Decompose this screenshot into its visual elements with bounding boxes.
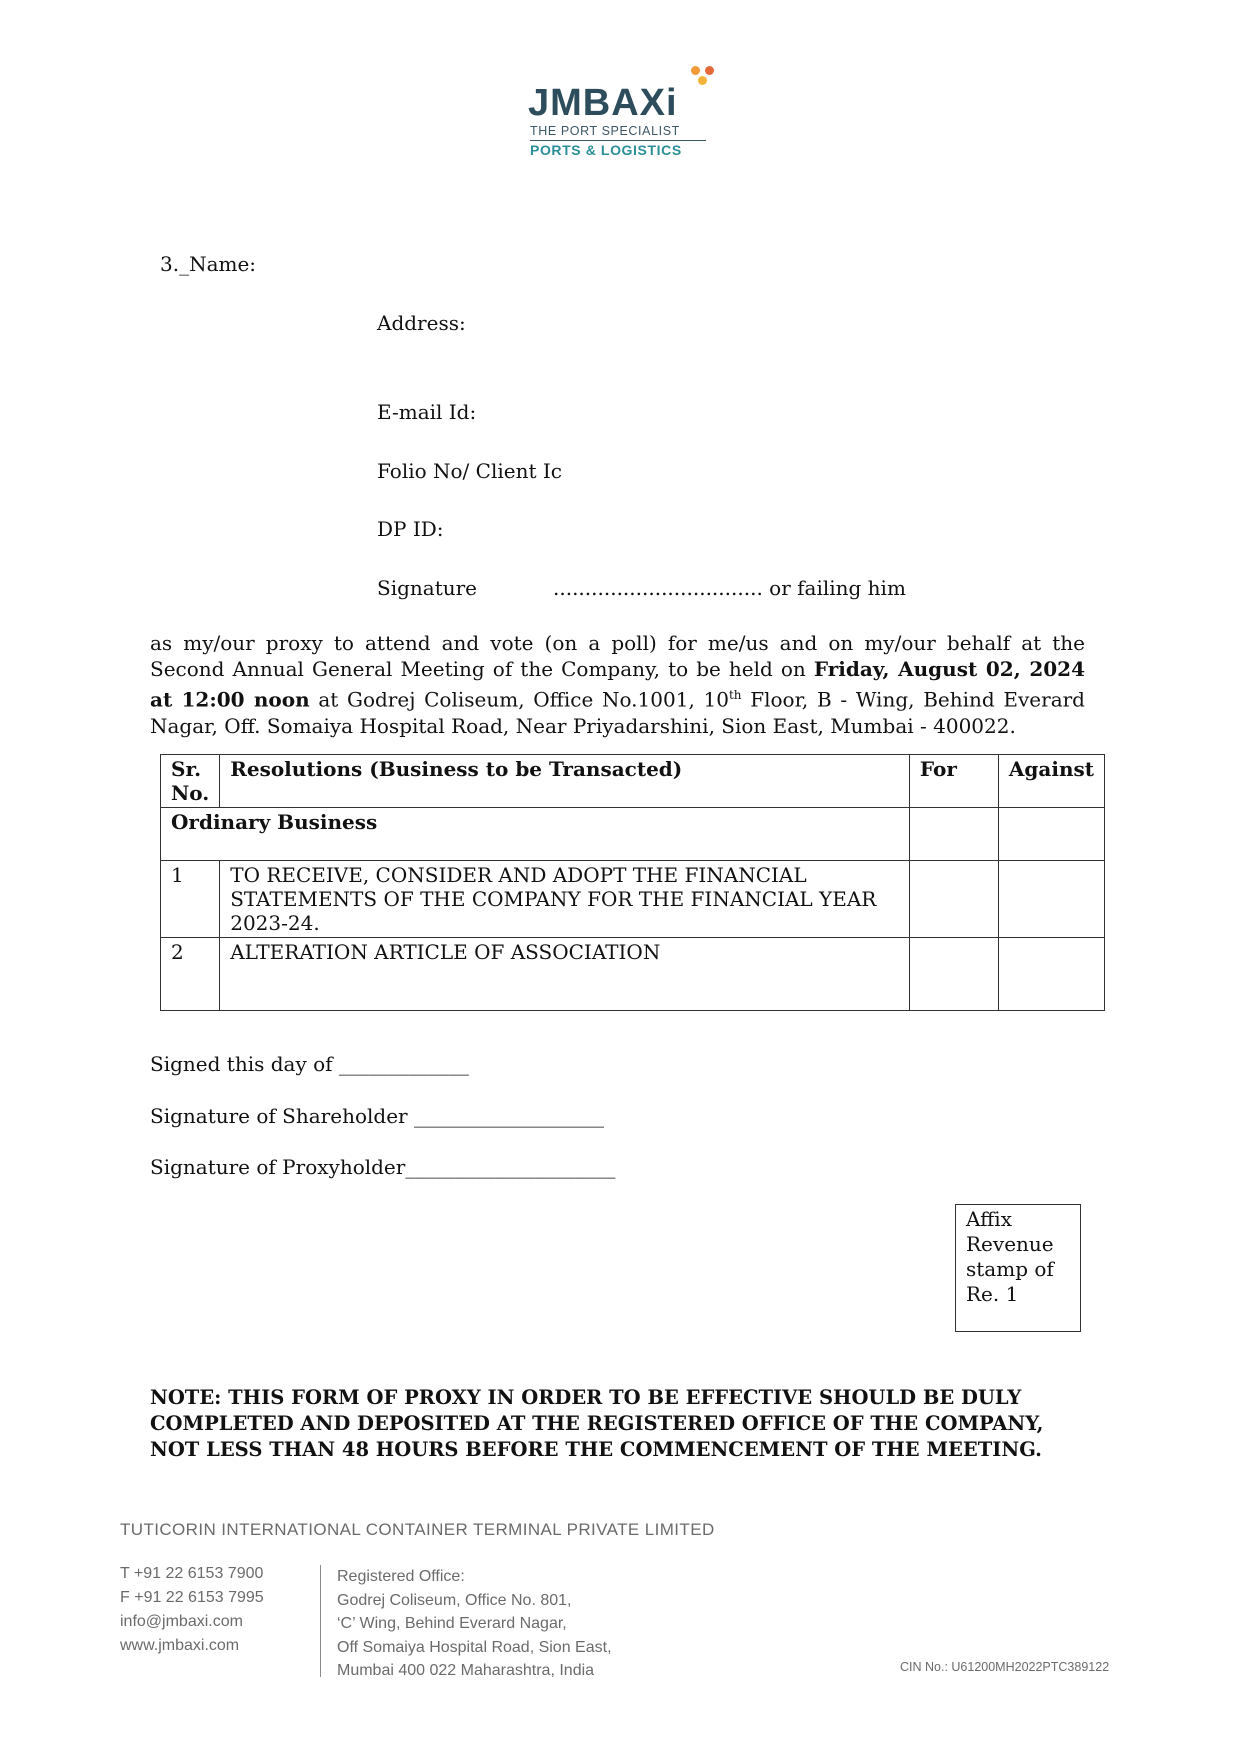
item-name-label: 3._Name: xyxy=(160,252,257,276)
shareholder-signature-line: Signature of Shareholder ___________________ xyxy=(150,1104,604,1128)
header-sr-no: Sr. No. xyxy=(161,755,220,808)
office-line: Mumbai 400 022 Maharashtra, India xyxy=(337,1662,595,1679)
failing-him-text: ................................. or failing him xyxy=(553,576,906,600)
footer-website: www.jmbaxi.com xyxy=(120,1637,240,1654)
paragraph-superscript: th xyxy=(728,688,742,702)
logo-division: PORTS & LOGISTICS xyxy=(530,142,682,158)
email-label: E-mail Id: xyxy=(377,400,477,424)
office-line: ‘C’ Wing, Behind Everard Nagar, xyxy=(337,1615,567,1632)
row-resolution: ALTERATION ARTICLE OF ASSOCIATION xyxy=(220,938,910,1011)
footer-email: info@jmbaxi.com xyxy=(120,1613,243,1630)
row-for-cell xyxy=(909,938,998,1011)
logo-wordmark: JMBAXi xyxy=(528,82,678,124)
header-resolution: Resolutions (Business to be Transacted) xyxy=(220,755,910,808)
footer-company-name: TUTICORIN INTERNATIONAL CONTAINER TERMINAL PRIVATE LIMITED xyxy=(120,1520,715,1539)
proxyholder-signature-line: Signature of Proxyholder_____________________ xyxy=(150,1155,616,1179)
row-for-cell xyxy=(909,861,998,938)
table-row xyxy=(161,861,1105,938)
section-ordinary-business: Ordinary Business xyxy=(161,808,910,861)
table-section-row xyxy=(161,808,1105,861)
logo-dot-red xyxy=(705,66,714,75)
row-sr: 1 xyxy=(161,861,220,938)
proxy-paragraph xyxy=(150,630,1085,739)
address-label: Address: xyxy=(377,311,466,335)
company-logo xyxy=(528,60,718,160)
folio-label: Folio No/ Client Ic xyxy=(377,459,562,483)
table-header-row xyxy=(161,755,1105,808)
section-against-cell xyxy=(998,808,1104,861)
logo-divider xyxy=(530,140,706,141)
row-sr: 2 xyxy=(161,938,220,1011)
logo-dot-orange xyxy=(691,66,700,75)
logo-dot-yellow xyxy=(698,76,707,85)
footer-fax: F +91 22 6153 7995 xyxy=(120,1589,264,1606)
dpid-label: DP ID: xyxy=(377,517,444,541)
resolutions-table xyxy=(160,754,1105,1011)
footer-cin: CIN No.: U61200MH2022PTC389122 xyxy=(900,1660,1110,1674)
header-for: For xyxy=(909,755,998,808)
footer-contact xyxy=(120,1562,264,1658)
signature-label: Signature xyxy=(377,576,478,600)
paragraph-text-3: Floor, B - Wing, Behind Everard Nagar, Off. Somaiya Hospital Road, Near Priyadarshini, Sion East, Mumbai - 400022. xyxy=(150,687,1085,738)
footer-divider xyxy=(320,1565,321,1677)
paragraph-text-2: at Godrej Coliseum, Office No.1001, 10 xyxy=(309,687,729,712)
row-resolution: TO RECEIVE, CONSIDER AND ADOPT THE FINANCIAL STATEMENTS OF THE COMPANY FOR THE FINANCIAL YEAR 2023-24. xyxy=(220,861,910,938)
row-against-cell xyxy=(998,938,1104,1011)
signed-day-line: Signed this day of _____________ xyxy=(150,1052,469,1076)
office-line: Off Somaiya Hospital Road, Sion East, xyxy=(337,1638,612,1656)
footer-registered-office xyxy=(337,1565,612,1683)
table-row xyxy=(161,938,1105,1011)
meeting-date: Friday, August 02, 2024 at 12:00 noon xyxy=(150,657,1085,712)
paragraph-text-1: as my/our proxy to attend and vote (on a poll) for me/us and on my/our behalf at the Second Annual General Meeting of the Company, to be held on xyxy=(150,631,1085,681)
row-against-cell xyxy=(998,861,1104,938)
proxy-note: NOTE: THIS FORM OF PROXY IN ORDER TO BE EFFECTIVE SHOULD BE DULY COMPLETED AND DEPOSITED AT THE REGISTERED OFFICE OF THE COMPANY, NOT LESS THAN 48 HOURS BEFORE THE COMMENCEMENT OF THE MEETING. xyxy=(150,1386,1044,1461)
office-line: Godrej Coliseum, Office No. 801, xyxy=(337,1591,572,1609)
revenue-stamp-box: Affix Revenue stamp of Re. 1 xyxy=(955,1204,1081,1332)
logo-tagline: THE PORT SPECIALIST xyxy=(530,124,680,138)
footer-phone: T +91 22 6153 7900 xyxy=(120,1565,264,1582)
header-against: Against xyxy=(998,755,1104,808)
section-for-cell xyxy=(909,808,998,861)
office-title: Registered Office: xyxy=(337,1568,465,1585)
